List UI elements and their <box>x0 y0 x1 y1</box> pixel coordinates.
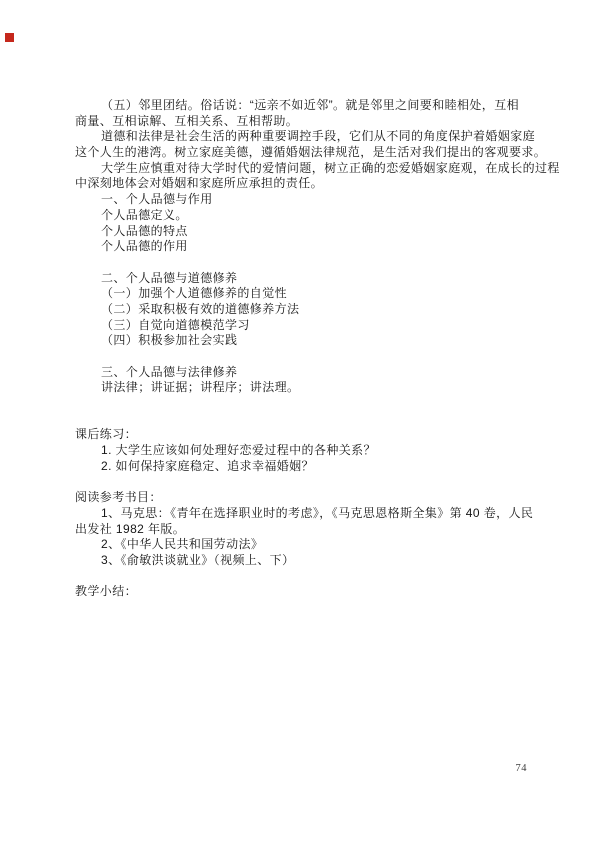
text-line: 个人品德的特点 <box>101 223 188 238</box>
text-line: 个人品德定义。 <box>101 207 188 222</box>
text-line: 三、个人品德与法律修养 <box>101 364 238 379</box>
text-line: 大学生应慎重对待大学时代的爱情问题，树立正确的恋爱婚姻家庭观，在成长的过程 <box>101 160 560 175</box>
text-line: 二、个人品德与道德修养 <box>101 270 238 285</box>
text-line: 这个人生的港湾。树立家庭美德，遵循婚姻法律规范，是生活对我们提出的客观要求。 <box>75 145 547 160</box>
text-line: （二）采取积极有效的道德修养方法 <box>101 301 300 316</box>
text-line: 2、《中华人民共和国劳动法》 <box>101 537 264 552</box>
text-line: 3、《俞敏洪谈就业》（视频上、下） <box>101 552 295 567</box>
text-line: 课后练习： <box>75 427 138 442</box>
document-body <box>75 98 560 600</box>
red-corner-marker <box>5 33 14 42</box>
text-line: 个人品德的作用 <box>101 239 188 254</box>
text-line: （五）邻里团结。俗话说：“远亲不如近邻”。就是邻里之间要和睦相处，互相 <box>101 98 519 112</box>
text-line: （三）自觉向道德模范学习 <box>101 317 250 332</box>
blank-line <box>75 396 545 412</box>
text-line: 2. 如何保持家庭稳定、追求幸福婚姻？ <box>101 458 314 473</box>
blank-line <box>75 255 545 271</box>
text-line: 1. 大学生应该如何处理好恋爱过程中的各种关系？ <box>101 443 376 458</box>
blank-line <box>75 475 545 491</box>
blank-line <box>75 412 545 428</box>
text-line: （四）积极参加社会实践 <box>101 333 238 348</box>
text-line: 讲法律；讲证据；讲程序；讲法理。 <box>101 380 300 395</box>
text-line: 道德和法律是社会生活的两种重要调控手段，它们从不同的角度保护着婚姻家庭 <box>101 129 536 144</box>
blank-line <box>75 349 545 365</box>
text-line: 商量、互相谅解、互相关系、互相帮助。 <box>75 113 299 128</box>
text-line: 一、个人品德与作用 <box>101 192 213 207</box>
blank-line <box>75 569 545 585</box>
text-line: （一）加强个人道德修养的自觉性 <box>101 286 288 301</box>
text-line: 中深刻地体会对婚姻和家庭所应承担的责任。 <box>75 176 324 191</box>
text-line: 出发社 1982 年版。 <box>75 521 186 536</box>
page-number: 74 <box>515 763 527 774</box>
text-line: 1、马克思：《青年在选择职业时的考虑》，《马克思恩格斯全集》第 40 卷，人民 <box>101 505 534 520</box>
text-line: 阅读参考书目： <box>75 490 162 505</box>
text-line: 教学小结： <box>75 584 138 599</box>
